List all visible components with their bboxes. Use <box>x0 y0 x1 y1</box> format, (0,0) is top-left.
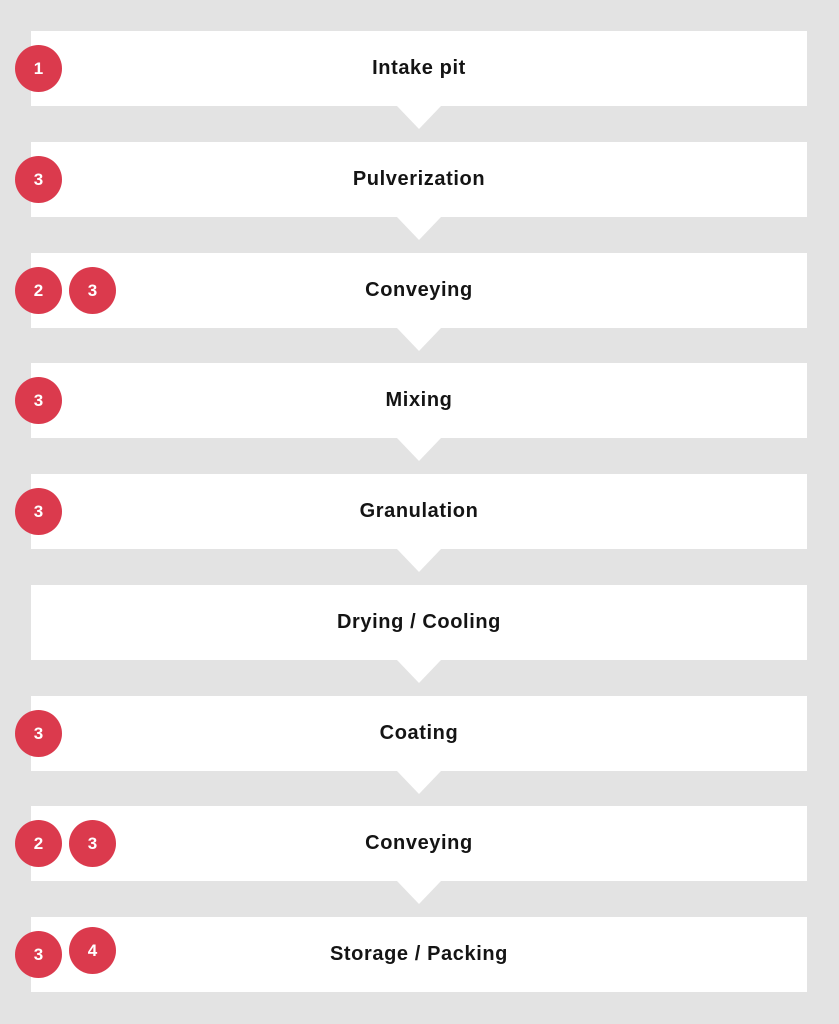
step-label: Granulation <box>359 500 479 522</box>
step-number-badge: 4 <box>69 927 116 974</box>
process-step <box>31 363 807 438</box>
step-number-badge: 3 <box>15 931 62 978</box>
process-step <box>31 31 807 106</box>
step-number-badge: 3 <box>15 377 62 424</box>
step-label: Conveying <box>365 279 473 301</box>
process-step <box>31 806 807 881</box>
step-number-badge: 3 <box>69 820 116 867</box>
step-badges <box>15 156 62 203</box>
down-arrow-connector <box>397 660 441 683</box>
step-label: Storage / Packing <box>329 943 509 965</box>
step-label: Drying / Cooling <box>336 611 502 633</box>
step-number-badge: 3 <box>15 710 62 757</box>
step-label: Coating <box>379 722 459 744</box>
step-badges <box>15 820 116 867</box>
process-step <box>31 253 807 328</box>
process-step <box>31 696 807 771</box>
step-number-badge: 1 <box>15 45 62 92</box>
step-label: Mixing <box>385 389 453 411</box>
step-label: Intake pit <box>372 57 466 79</box>
process-step <box>31 585 807 660</box>
step-label: Conveying <box>365 832 473 854</box>
step-number-badge: 3 <box>69 267 116 314</box>
process-step <box>31 917 807 992</box>
step-number-badge: 3 <box>15 488 62 535</box>
process-step <box>31 142 807 217</box>
down-arrow-connector <box>397 549 441 572</box>
step-label: Pulverization <box>352 168 486 190</box>
process-step <box>31 474 807 549</box>
down-arrow-connector <box>397 438 441 461</box>
step-badges <box>15 488 62 535</box>
step-badges <box>15 377 62 424</box>
step-number-badge: 3 <box>15 156 62 203</box>
down-arrow-connector <box>397 771 441 794</box>
step-number-badge: 2 <box>15 820 62 867</box>
step-badges <box>15 45 62 92</box>
down-arrow-connector <box>397 328 441 351</box>
down-arrow-connector <box>397 106 441 129</box>
step-badges <box>15 267 116 314</box>
step-number-badge: 2 <box>15 267 62 314</box>
down-arrow-connector <box>397 881 441 904</box>
step-badges <box>15 931 116 978</box>
down-arrow-connector <box>397 217 441 240</box>
step-badges <box>15 710 62 757</box>
